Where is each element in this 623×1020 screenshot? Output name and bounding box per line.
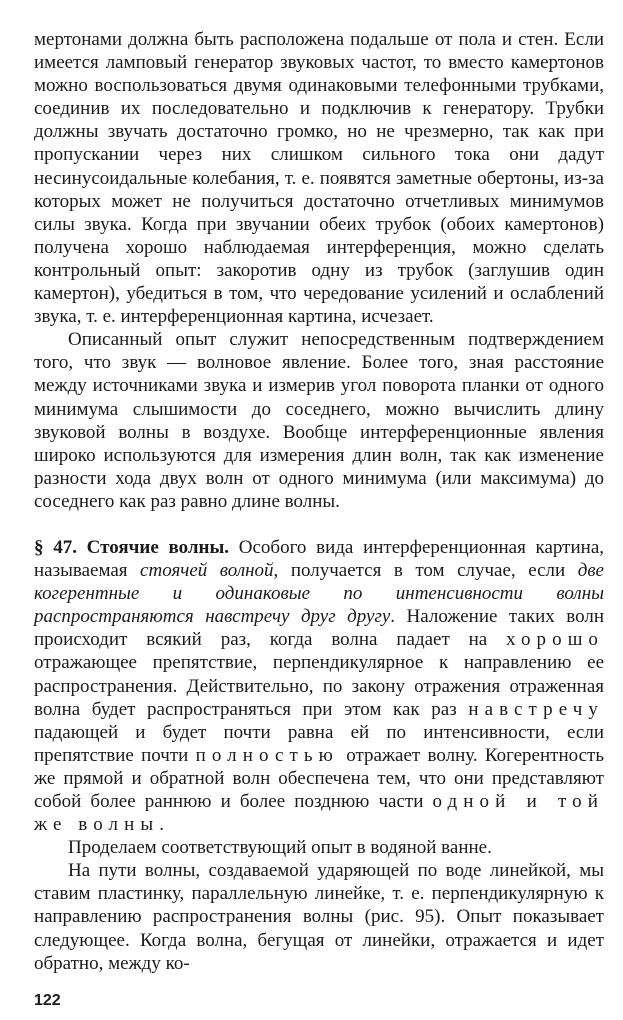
section-47-paragraph [34, 536, 604, 836]
section-text: отражающее препятствие, перпендикулярное к направлению ее распространения. Действительно, по закону отражения отраженная волна будет распространяться при этом как раз [34, 652, 604, 720]
spaced-word: одной и той же волны [34, 791, 604, 836]
section-text: . [159, 814, 164, 836]
spaced-word: навстречу [468, 698, 604, 720]
page-body [34, 28, 604, 975]
section-text: , получается в том случае, если [273, 560, 578, 582]
section-text: Особого вида интерференционная картина, называемая [34, 536, 605, 582]
paragraph-5: На пути волны, создаваемой ударяющей по воде линейкой, мы ставим пластинку, параллельную линейке, т. е. перпендикулярную к направлению распространения волны (рис. 95). Опыт показывает следующее. Когда волна, бегущая от линейки, отражается и идет обратно, между ко- [34, 860, 604, 974]
section-heading: § 47. Стоячие волны. [34, 536, 230, 558]
page-number: 122 [34, 992, 61, 1009]
section-text: падающей и будет почти равна ей по интенсивности, если препятствие почти [34, 721, 604, 766]
section-text: . Наложение таких волн происходит всякий раз, когда волна падает на [34, 606, 604, 651]
spaced-word: полностью [195, 744, 339, 766]
paragraph-1: мертонами должна быть расположена подальше от пола и стен. Если имеется ламповый генератор звуковых частот, то вместо камертонов можно воспользоваться двумя одинаковыми телефонными трубками, соединив их последовательно и подключив к генератору. Трубки должны звучать достаточно громко, но не чрезмерно, так как при пропускании через них слишком сильного тока они дадут несинусоидальные колебания, т. е. появятся заметные обертоны, из-за которых может не получиться достаточно отчетливых минимумов силы звука. Когда при звучании обеих трубок (обоих камертонов) получена хорошо наблюдаемая интерференция, можно сделать контрольный опыт: закоротив одну из трубок (заглушив один камертон), убедиться в том, что чередование усилений и ослаблений звука, т. е. интерференционная картина, исчезает. [34, 29, 604, 328]
condition-emphasis: две когерентные и одинаковые по интенсивности волны распространяются навстречу друг другу [34, 560, 604, 628]
section-text: отражает волну. Когерентность же прямой и обратной волн обеспечена тем, что они представляют собой более раннюю и более позднюю части [34, 744, 604, 812]
paragraph-2: Описанный опыт служит непосредственным подтверждением того, что звук — волновое явление. Более того, зная расстояние между источниками звука и измерив угол поворота планки от одного минимума слышимости до соседнего, можно вычислить длину звуковой волны в воздухе. Вообще интерференционные явления широко используются для измерения длин волн, так как изменение разности хода двух волн от одного минимума (или максимума) до соседнего как раз равно длине волны. [34, 329, 604, 512]
term-standing-wave: стоячей волной [140, 560, 274, 582]
spaced-word: хорошо [506, 629, 604, 651]
paragraph-4: Проделаем соответствующий опыт в водяной ванне. [68, 837, 492, 859]
